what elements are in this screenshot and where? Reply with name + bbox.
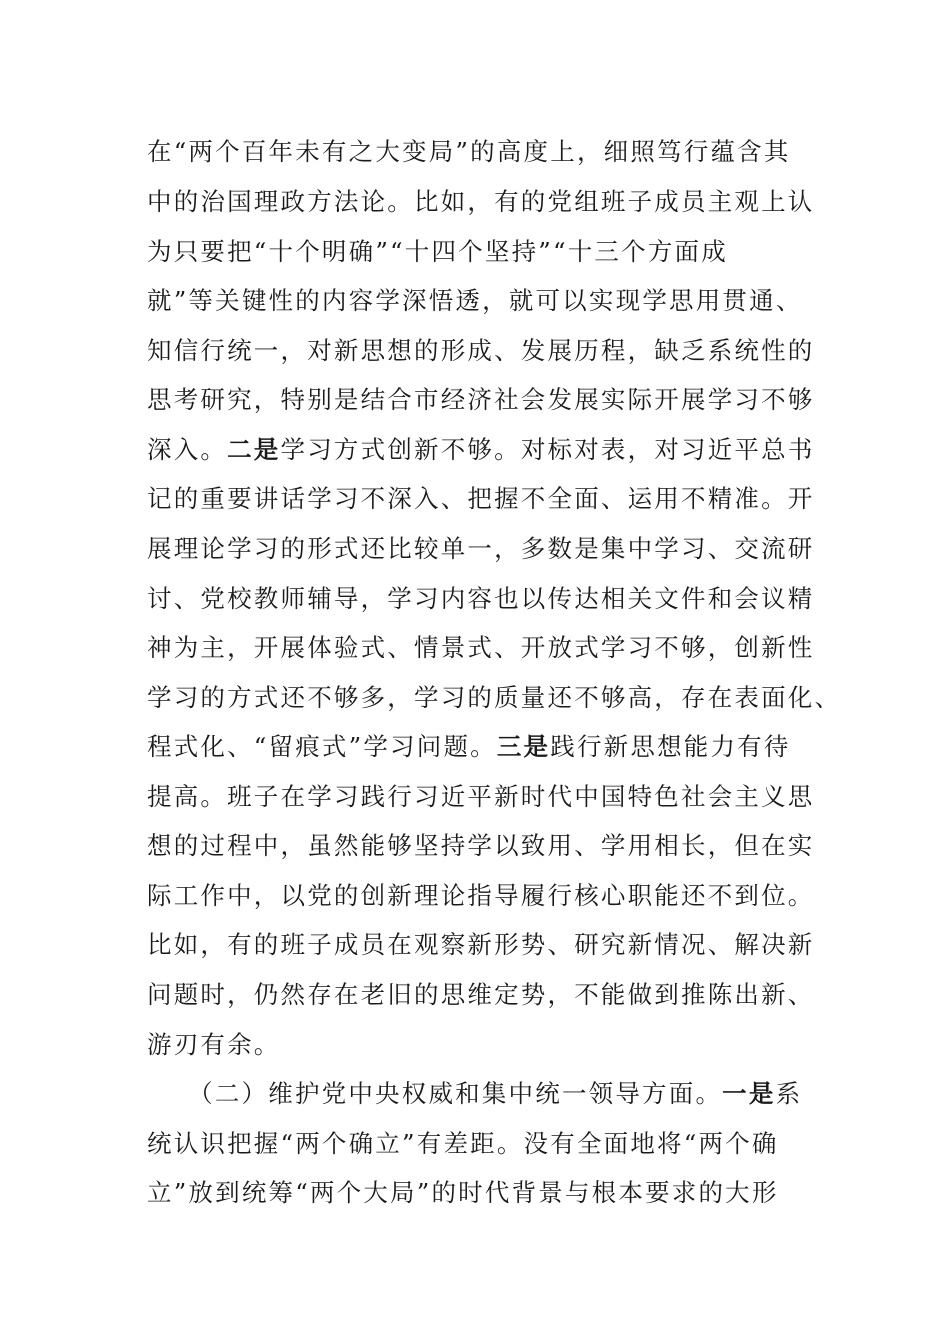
- paragraph-line: 提高。班子在学习践行习近平新时代中国特色社会主义思: [147, 782, 815, 811]
- paragraph-line: 展理论学习的形式还比较单一，多数是集中学习、交流研: [147, 534, 815, 563]
- paragraph-line: 中的治国理政方法论。比如，有的党组班子成员主观上认: [147, 187, 815, 216]
- bold-lead: 三是: [496, 732, 551, 761]
- paragraph-line: 学习的方式还不够多，学习的质量还不够高，存在表面化、: [147, 683, 842, 712]
- paragraph-line: 知信行统一，对新思想的形成、发展历程，缺乏系统性的: [147, 336, 815, 365]
- paragraph-line: 想的过程中，虽然能够坚持学以致用、学用相长，但在实: [147, 831, 815, 860]
- paragraph-line: 统认识把握“两个确立”有差距。没有全面地将“两个确: [147, 1129, 779, 1158]
- paragraph-line: 在“两个百年未有之大变局”的高度上，细照笃行蕴含其: [147, 137, 791, 166]
- paragraph-line: 神为主，开展体验式、情景式、开放式学习不够，创新性: [147, 633, 815, 662]
- paragraph-line: 际工作中，以党的创新理论指导履行核心职能还不到位。: [147, 881, 815, 910]
- paragraph-line: 为只要把“十个明确”“十四个坚持”“十三个方面成: [147, 237, 728, 266]
- paragraph-line: 记的重要讲话学习不深入、把握不全面、运用不精准。开: [147, 484, 815, 513]
- paragraph-line: 立”放到统筹“两个大局”的时代背景与根本要求的大形: [147, 1178, 779, 1207]
- bold-lead: 一是: [722, 1079, 776, 1108]
- paragraph-line: 比如，有的班子成员在观察新形势、研究新情况、解决新: [147, 930, 815, 959]
- paragraph-line: 思考研究，特别是结合市经济社会发展实际开展学习不够: [147, 385, 815, 414]
- paragraph-line: 深入。二是学习方式创新不够。对标对表，对习近平总书: [147, 435, 815, 464]
- paragraph-line: 游刃有余。: [147, 1030, 281, 1059]
- paragraph-line: 就”等关键性的内容学深悟透，就可以实现学思用贯通、: [147, 286, 803, 315]
- bold-lead: 二是: [227, 435, 281, 464]
- paragraph-line: 程式化、“留痕式”学习问题。三是践行新思想能力有待: [147, 732, 791, 761]
- paragraph-line: 问题时，仍然存在老旧的思维定势，不能做到推陈出新、: [147, 980, 815, 1009]
- paragraph-line: 讨、党校教师辅导，学习内容也以传达相关文件和会议精: [147, 584, 815, 613]
- paragraph-line: （二）维护党中央权威和集中统一领导方面。一是系: [147, 1079, 803, 1108]
